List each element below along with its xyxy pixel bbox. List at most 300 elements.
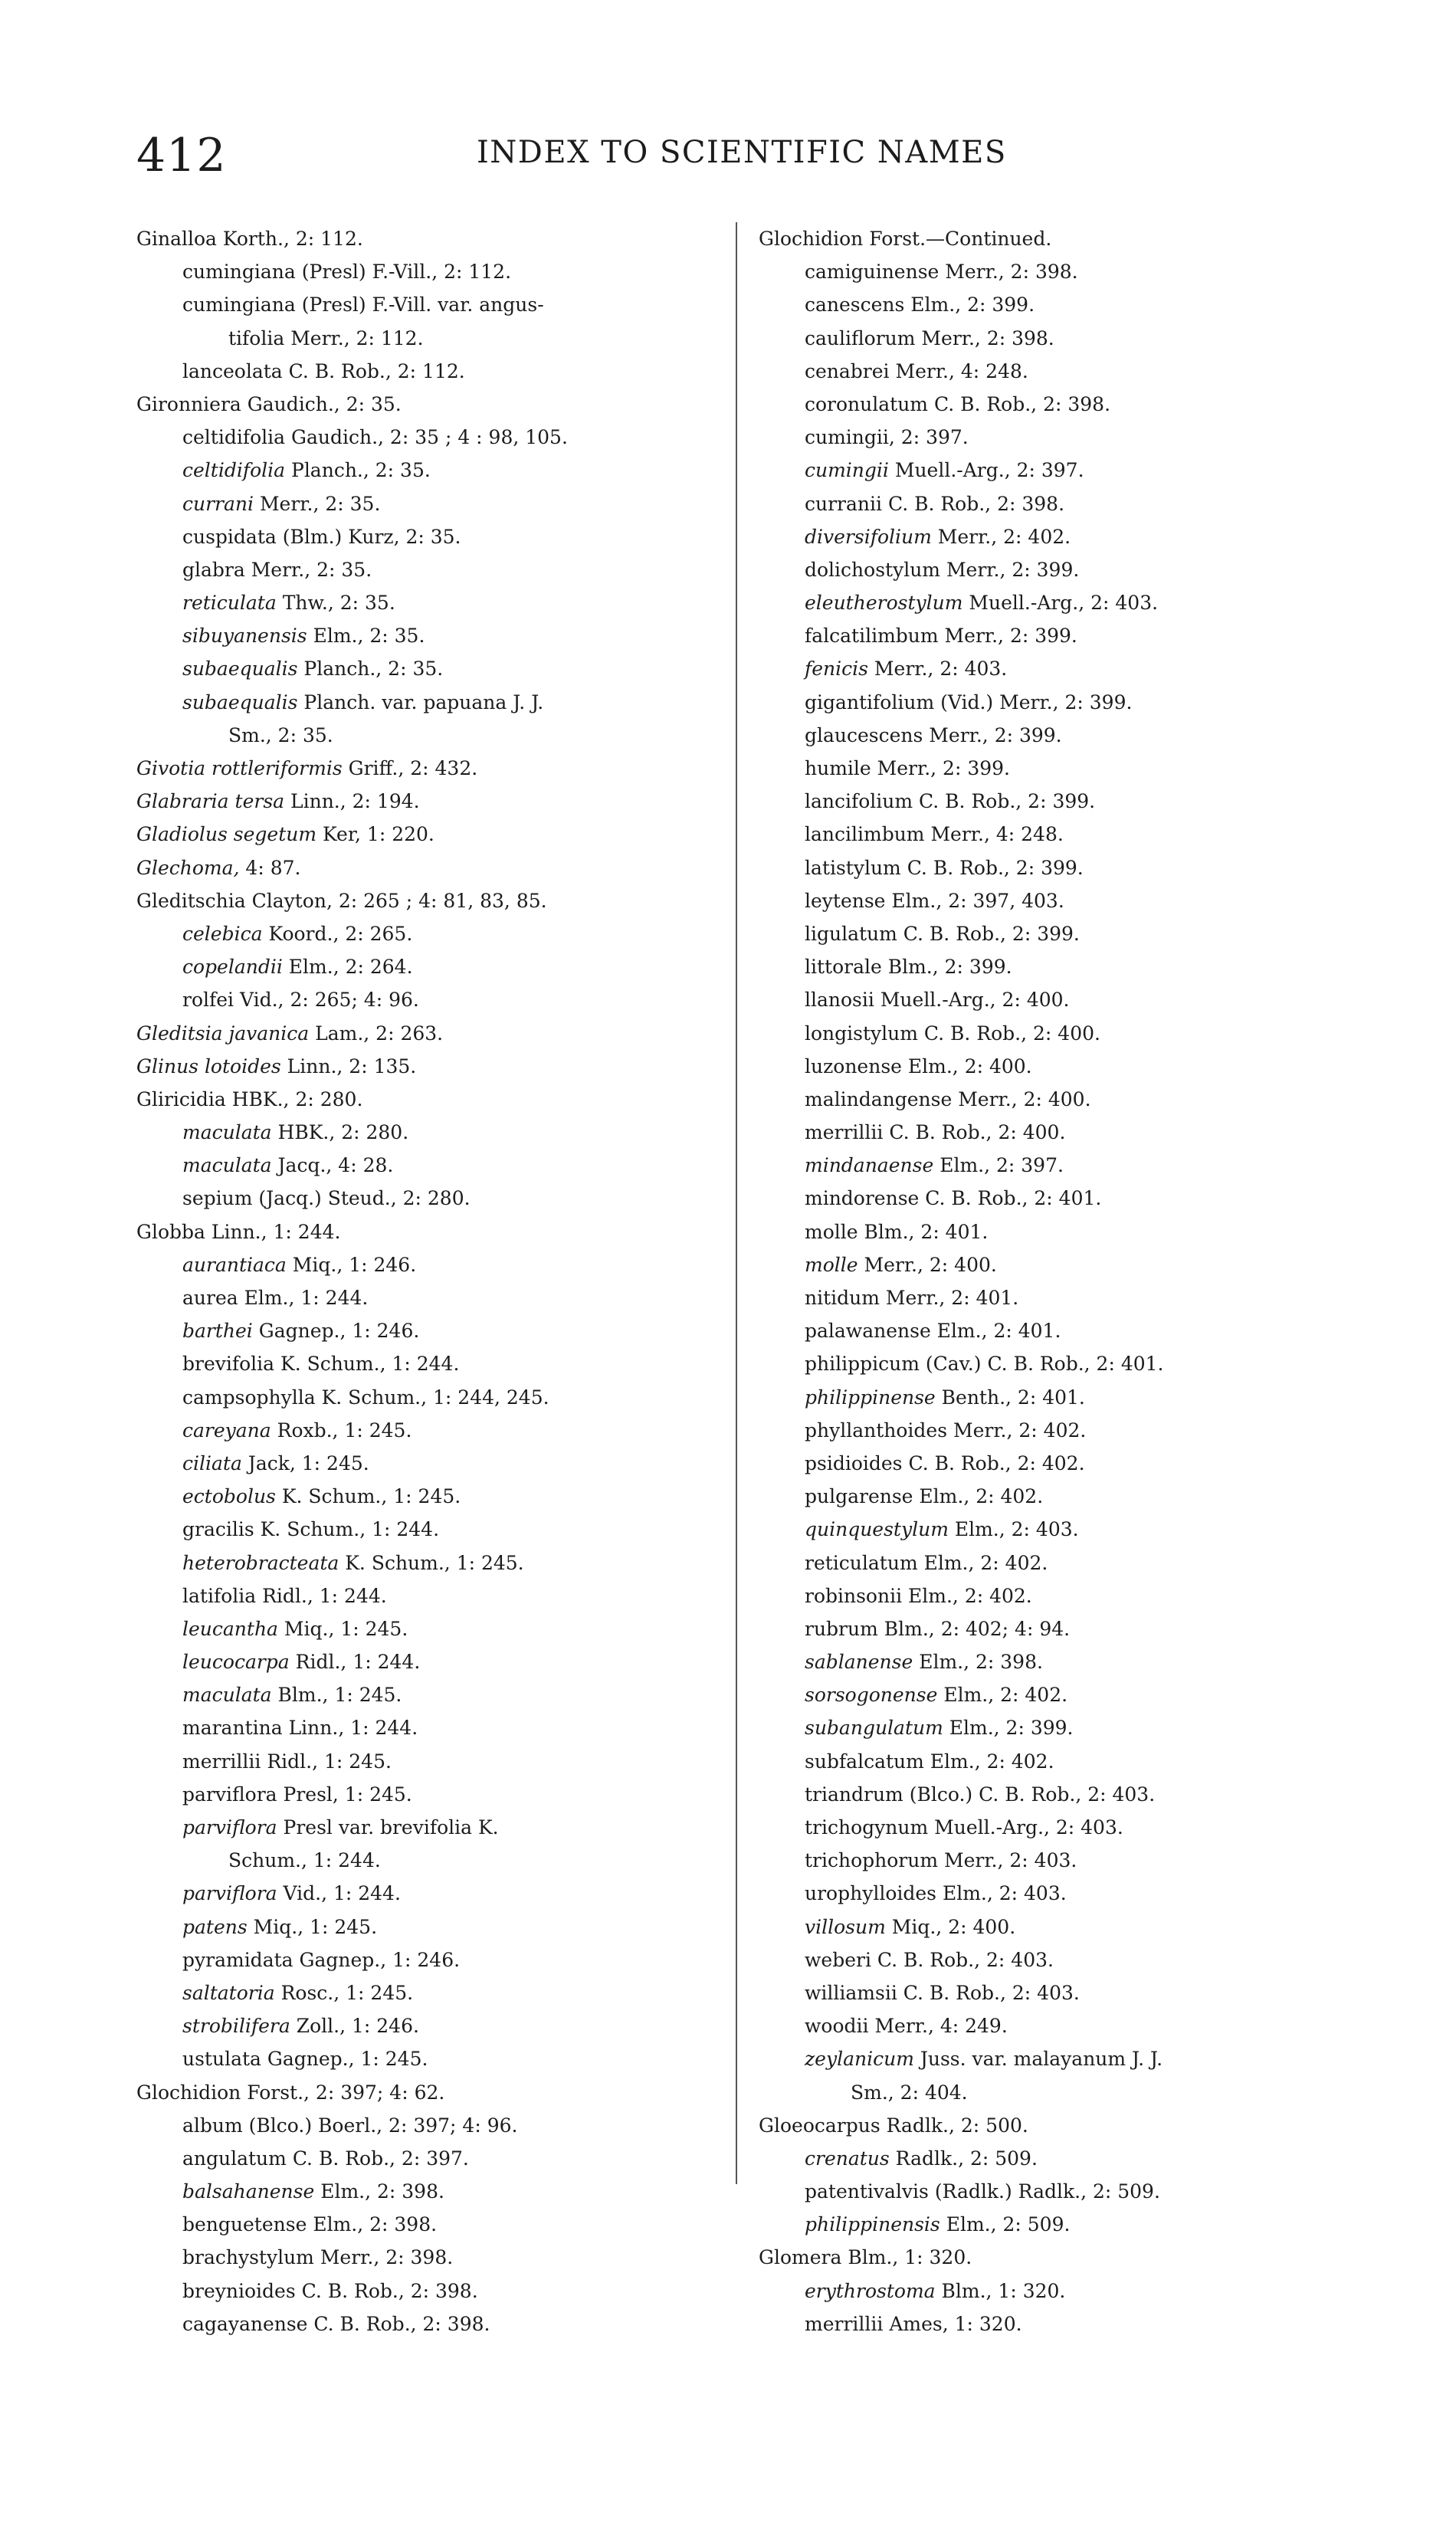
taxon-name: Glochidion — [136, 2081, 241, 2104]
taxon-name: diversifolium — [805, 525, 932, 548]
taxon-name: Givotia rottleriformis — [136, 757, 343, 779]
index-entry-species — [759, 1447, 1372, 1480]
taxon-name: cagayanense — [182, 2312, 308, 2335]
index-entry-species — [136, 1612, 734, 1645]
index-entry-species — [136, 1116, 734, 1149]
taxon-name: brevifolia — [182, 1353, 275, 1376]
citation: Elm., 2: 399. — [904, 294, 1035, 317]
citation: Muell.-Arg., 2: 400. — [874, 989, 1070, 1012]
citation: Presl var. brevifolia K. — [277, 1816, 499, 1839]
citation: Merr., 4: 248. — [924, 823, 1064, 846]
index-entry-species — [759, 851, 1372, 884]
taxon-name: ectobolus — [182, 1485, 276, 1508]
index-entry-species — [136, 1414, 734, 1447]
taxon-name: copelandii — [182, 956, 283, 979]
index-entry-species — [759, 884, 1372, 917]
taxon-name: cumingiana — [182, 294, 296, 317]
taxon-name: cumingii, — [805, 426, 895, 449]
citation: Elm., 2: 35. — [307, 625, 425, 648]
index-entry-species — [759, 983, 1372, 1016]
citation: Merr., 2: 399. — [938, 625, 1077, 648]
citation: (Jacq.) Steud., 2: 280. — [252, 1187, 471, 1210]
citation: Blm., 1: 320. — [841, 2246, 972, 2269]
taxon-name: merrillii — [182, 1750, 261, 1773]
citation: (Blm.) Kurz, 2: 35. — [276, 525, 461, 548]
taxon-name: dolichostylum — [805, 558, 941, 581]
index-entry-species — [136, 586, 734, 619]
citation: C. B. Rob., 2: 400. — [917, 1022, 1100, 1045]
citation: Forst.—Continued. — [863, 228, 1052, 250]
taxon-name: ustulata — [182, 2048, 261, 2071]
index-entry-species — [759, 2009, 1372, 2042]
taxon-name: philippinensis — [805, 2213, 940, 2236]
taxon-name: curranii — [805, 492, 883, 515]
citation: K. Schum., 1: 244. — [254, 1518, 440, 1541]
citation: Muell.-Arg., 2: 403. — [928, 1816, 1123, 1839]
index-entry-species — [759, 1678, 1372, 1711]
citation: 2: 397. — [894, 426, 969, 449]
citation: Koord., 2: 265. — [262, 922, 413, 945]
citation: Merr., 2: 35. — [254, 492, 381, 515]
index-entry-species — [759, 1050, 1372, 1083]
index-entry-species — [136, 2009, 734, 2042]
citation: K. Schum., 1: 245. — [275, 1485, 461, 1508]
taxon-name: reticulata — [182, 592, 277, 615]
taxon-name: patens — [182, 1915, 248, 1938]
taxon-name: pyramidata — [182, 1948, 293, 1971]
index-entry-species — [136, 1314, 734, 1347]
index-entry-species — [759, 1513, 1372, 1546]
index-entry-species — [759, 1017, 1372, 1050]
citation: (Vid.) Merr., 2: 399. — [934, 690, 1133, 713]
taxon-name: robinsonii — [805, 1584, 903, 1607]
index-entry-species — [759, 1911, 1372, 1943]
taxon-name: parviflora — [182, 1783, 277, 1806]
index-entry-species — [759, 2175, 1372, 2208]
taxon-name: lanceolata — [182, 359, 283, 382]
taxon-name: currani — [182, 492, 254, 515]
index-entry-species — [136, 288, 734, 321]
taxon-name: merrillii — [805, 2312, 884, 2335]
taxon-name: cumingiana — [182, 261, 296, 284]
citation: Elm., 2: 398. — [913, 1651, 1043, 1674]
taxon-name: cenabrei — [805, 359, 890, 382]
citation: Ames, 1: 320. — [883, 2312, 1022, 2335]
citation: Ridl., 1: 245. — [261, 1750, 392, 1773]
taxon-name: subangulatum — [805, 1717, 943, 1740]
citation: Ridl., 1: 244. — [289, 1651, 421, 1674]
index-entry-species — [136, 1778, 734, 1811]
citation: Miq., 1: 245. — [277, 1617, 408, 1640]
citation: Muell.-Arg., 2: 397. — [888, 459, 1084, 482]
citation: Merr., 2: 398. — [915, 326, 1054, 349]
taxon-name: careyana — [182, 1419, 271, 1442]
index-entry-species — [759, 1778, 1372, 1811]
index-entry-species — [759, 388, 1372, 421]
index-entry-species — [136, 2208, 734, 2241]
index-entry-species — [136, 421, 734, 454]
index-entry-species — [136, 1911, 734, 1943]
taxon-name: subaequalis — [182, 690, 298, 713]
taxon-name: maculata — [182, 1684, 272, 1707]
taxon-name: urophylloides — [805, 1882, 936, 1905]
index-entry-genus — [136, 884, 734, 917]
taxon-name: mindanaense — [805, 1154, 934, 1177]
index-entry-species — [136, 487, 734, 520]
citation: Radlk., 2: 509. — [889, 2147, 1038, 2170]
taxon-name: celebica — [182, 922, 263, 945]
index-entry-species — [136, 1347, 734, 1380]
taxon-name: celtidifolia — [182, 459, 286, 482]
taxon-name: sorsogonense — [805, 1684, 938, 1707]
page-number: 412 — [136, 129, 227, 182]
citation: Sm., 2: 404. — [851, 2081, 968, 2104]
index-entry-species — [759, 1976, 1372, 2009]
taxon-name: triandrum — [805, 1783, 903, 1806]
taxon-name: camiguinense — [805, 261, 940, 284]
citation: Forst., 2: 397; 4: 62. — [241, 2081, 445, 2104]
index-entry-species — [136, 355, 734, 388]
index-entry-species — [759, 1711, 1372, 1744]
citation: Miq., 1: 246. — [286, 1253, 417, 1276]
index-entry-genus — [136, 818, 734, 851]
index-entry-species — [136, 950, 734, 983]
index-entry-species — [759, 719, 1372, 752]
citation: Schum., 1: 244. — [228, 1849, 381, 1872]
index-entry-species — [759, 1745, 1372, 1778]
index-entry-species — [136, 2241, 734, 2274]
citation: Planch., 2: 35. — [285, 459, 431, 482]
index-entry-genus — [136, 1083, 734, 1116]
citation: Merr., 2: 401. — [879, 1287, 1019, 1309]
index-entry-species — [136, 520, 734, 553]
citation: C. B. Rob., 2: 403. — [871, 1948, 1054, 1971]
taxon-name: erythrostoma — [805, 2279, 936, 2302]
taxon-name: glabra — [182, 558, 245, 581]
citation: Vid., 2: 265; 4: 96. — [234, 989, 419, 1012]
citation: (Radlk.) Radlk., 2: 509. — [928, 2180, 1160, 2203]
citation: (Presl) F.-Vill. var. angus- — [295, 294, 544, 317]
citation: Benth., 2: 401. — [935, 1386, 1085, 1409]
index-entry-species — [136, 686, 734, 719]
index-entry-species — [136, 1943, 734, 1976]
index-entry-species — [136, 619, 734, 652]
citation: Elm., 2: 264. — [282, 956, 413, 979]
index-entry-species — [759, 322, 1372, 355]
citation: Linn., 2: 135. — [280, 1055, 417, 1078]
index-entry-species — [136, 1182, 734, 1215]
index-entry-species — [759, 1215, 1372, 1248]
citation: Merr., 2: 403. — [938, 1849, 1077, 1872]
citation: C. B. Rob., 2: 399. — [897, 922, 1080, 945]
citation: Vid., 1: 244. — [277, 1882, 401, 1905]
index-entry-species — [136, 1381, 734, 1414]
taxon-name: balsahanense — [182, 2180, 315, 2203]
index-entry-genus — [136, 2076, 734, 2109]
taxon-name: leucocarpa — [182, 1651, 290, 1674]
index-entry-species — [136, 2042, 734, 2075]
index-entry-species — [759, 520, 1372, 553]
citation: Planch., 2: 35. — [297, 658, 444, 681]
index-entry-species — [759, 487, 1372, 520]
citation: (Blco.) C. B. Rob., 2: 403. — [903, 1783, 1156, 1806]
left-column — [136, 222, 734, 2340]
taxon-name: patentivalvis — [805, 2180, 929, 2203]
citation: Elm., 2: 397. — [933, 1154, 1064, 1177]
index-entry-species — [136, 2142, 734, 2175]
citation: K. Schum., 1: 244, 245. — [315, 1386, 549, 1409]
index-entry-species — [136, 1513, 734, 1546]
taxon-name: subaequalis — [182, 658, 298, 681]
taxon-name: lancilimbum — [805, 823, 925, 846]
page-title: INDEX TO SCIENTIFIC NAMES — [477, 135, 1007, 170]
citation: C. B. Rob., 2: 402. — [902, 1451, 1085, 1474]
taxon-name: subfalcatum — [805, 1750, 924, 1773]
citation: Elm., 2: 398. — [307, 2213, 438, 2236]
taxon-name: barthei — [182, 1320, 253, 1343]
index-entry-species — [136, 1645, 734, 1678]
taxon-name: sibuyanensis — [182, 625, 307, 648]
index-entry-species — [759, 1612, 1372, 1645]
citation: Korth., 2: 112. — [216, 228, 363, 250]
taxon-name: celtidifolia — [182, 426, 286, 449]
taxon-name: benguetense — [182, 2213, 307, 2236]
citation: Griff., 2: 432. — [342, 757, 478, 779]
taxon-name: longistylum — [805, 1022, 918, 1045]
taxon-name: trichophorum — [805, 1849, 939, 1872]
index-entry-species — [136, 1811, 734, 1844]
taxon-name: heterobracteata — [182, 1551, 339, 1574]
citation: HBK., 2: 280. — [225, 1087, 363, 1110]
index-entry-species — [136, 652, 734, 685]
taxon-name: woodii — [805, 2015, 869, 2038]
taxon-name: weberi — [805, 1948, 871, 1971]
taxon-name: humile — [805, 757, 871, 779]
citation: Ridl., 1: 244. — [256, 1584, 387, 1607]
taxon-name: Gleditsia javanica — [136, 1022, 310, 1045]
index-entry-species — [136, 1976, 734, 2009]
taxon-name: Glechoma, — [136, 856, 240, 879]
taxon-name: tifolia — [228, 326, 285, 349]
index-entry-species — [759, 2042, 1372, 2075]
citation: C. B. Rob., 2: 400. — [883, 1121, 1066, 1144]
citation: (Cav.) C. B. Rob., 2: 401. — [919, 1353, 1164, 1376]
taxon-name: parviflora — [182, 1816, 277, 1839]
index-entry-species — [136, 1149, 734, 1182]
citation: C. B. Rob., 2: 403. — [897, 1981, 1080, 2004]
taxon-name: villosum — [805, 1915, 886, 1938]
citation: Merr., 2: 402. — [947, 1419, 1087, 1442]
index-entry-genus — [759, 2241, 1372, 2274]
taxon-name: pulgarense — [805, 1485, 913, 1508]
taxon-name: cauliflorum — [805, 326, 916, 349]
index-entry-species — [759, 1182, 1372, 1215]
index-entry-genus — [136, 785, 734, 818]
taxon-name: fenicis — [805, 658, 868, 681]
index-entry-species — [759, 619, 1372, 652]
index-entry-species — [759, 1381, 1372, 1414]
taxon-name: leytense — [805, 889, 886, 912]
citation: C. B. Rob., 2: 398. — [307, 2312, 490, 2335]
taxon-name: marantina — [182, 1717, 283, 1740]
citation: Gaudich., 2: 35 ; 4 : 98, 105. — [285, 426, 568, 449]
taxon-name: mindorense — [805, 1187, 920, 1210]
index-entry-species — [759, 917, 1372, 950]
index-entry-continuation — [136, 1844, 734, 1877]
index-entry-species — [136, 917, 734, 950]
index-entry-species — [136, 2275, 734, 2308]
index-entry-species — [759, 2142, 1372, 2175]
citation: Merr., 4: 249. — [868, 2015, 1008, 2038]
taxon-name: glaucescens — [805, 723, 923, 746]
index-entry-species — [759, 818, 1372, 851]
taxon-name: latifolia — [182, 1584, 257, 1607]
index-entry-species — [136, 1745, 734, 1778]
taxon-name: psidioides — [805, 1451, 903, 1474]
index-entry-species — [759, 1579, 1372, 1612]
index-entry-species — [136, 1447, 734, 1480]
taxon-name: Gliricidia — [136, 1087, 226, 1110]
taxon-name: rubrum — [805, 1617, 878, 1640]
index-entry-species — [759, 1281, 1372, 1314]
citation: Elm., 2: 402. — [937, 1684, 1068, 1707]
index-entry-species — [759, 1116, 1372, 1149]
citation: Elm., 2: 397, 403. — [885, 889, 1064, 912]
index-entry-species — [759, 586, 1372, 619]
taxon-name: aurea — [182, 1287, 238, 1309]
citation: C. B. Rob., 2: 399. — [913, 790, 1096, 813]
citation: Elm., 2: 402. — [913, 1485, 1044, 1508]
index-entry-species — [759, 1943, 1372, 1976]
citation: 4: 87. — [239, 856, 301, 879]
citation: Planch. var. papuana J. J. — [297, 690, 544, 713]
taxon-name: quinquestylum — [805, 1518, 949, 1541]
citation: Gagnep., 1: 246. — [252, 1320, 420, 1343]
citation: Merr., 4: 248. — [889, 359, 1028, 382]
citation: Elm., 2: 400. — [901, 1055, 1032, 1078]
taxon-name: nitidum — [805, 1287, 880, 1309]
citation: Blm., 2: 399. — [881, 956, 1012, 979]
index-entry-species — [759, 454, 1372, 487]
taxon-name: Glinus lotoides — [136, 1055, 281, 1078]
index-entry-species — [759, 1314, 1372, 1347]
citation: C. B. Rob., 2: 112. — [282, 359, 465, 382]
index-entry-genus — [759, 2109, 1372, 2142]
index-entry-species — [759, 553, 1372, 586]
citation: Merr., 2: 400. — [952, 1087, 1091, 1110]
index-entry-continuation — [136, 719, 734, 752]
index-entry-species — [759, 686, 1372, 719]
taxon-name: merrillii — [805, 1121, 884, 1144]
taxon-name: aurantiaca — [182, 1253, 287, 1276]
index-entry-species — [759, 288, 1372, 321]
citation: Merr., 2: 398. — [939, 261, 1078, 284]
index-entry-species — [136, 2308, 734, 2340]
taxon-name: gigantifolium — [805, 690, 935, 713]
taxon-name: crenatus — [805, 2147, 890, 2170]
taxon-name: littorale — [805, 956, 882, 979]
citation: C. B. Rob., 2: 401. — [919, 1187, 1102, 1210]
taxon-name: molle — [805, 1220, 858, 1243]
index-entry-species — [136, 454, 734, 487]
taxon-name: album — [182, 2114, 243, 2137]
taxon-name: phyllanthoides — [805, 1419, 948, 1442]
citation: C. B. Rob., 2: 399. — [900, 856, 1084, 879]
citation: Linn., 2: 194. — [284, 790, 420, 813]
index-entry-species — [759, 255, 1372, 288]
taxon-name: molle — [805, 1253, 858, 1276]
citation: Merr., 2: 35. — [244, 558, 372, 581]
taxon-name: Gloeocarpus — [759, 2114, 880, 2137]
taxon-name: maculata — [182, 1154, 272, 1177]
index-entry-species — [759, 2308, 1372, 2340]
index-entry-species — [136, 1248, 734, 1281]
citation: C. B. Rob., 2: 398. — [928, 392, 1111, 415]
citation: Jack, 1: 245. — [241, 1451, 369, 1474]
citation: Miq., 2: 400. — [885, 1915, 1016, 1938]
index-entry-species — [759, 1844, 1372, 1877]
index-entry-species — [759, 752, 1372, 785]
citation: Clayton, 2: 265 ; 4: 81, 83, 85. — [245, 889, 547, 912]
citation: C. B. Rob., 2: 397. — [286, 2147, 469, 2170]
taxon-name: Glabraria tersa — [136, 790, 285, 813]
taxon-name: palawanense — [805, 1320, 931, 1343]
citation: Merr., 2: 403. — [867, 658, 1008, 681]
citation: Elm., 2: 402. — [902, 1584, 1032, 1607]
citation: Rosc., 1: 245. — [274, 1981, 414, 2004]
taxon-name: Glomera — [759, 2246, 842, 2269]
taxon-name: trichogynum — [805, 1816, 929, 1839]
index-entry-species — [136, 2109, 734, 2142]
citation: C. B. Rob., 2: 398. — [882, 492, 1065, 515]
index-entry-species — [136, 1579, 734, 1612]
citation: Elm., 2: 398. — [314, 2180, 444, 2203]
citation: Miq., 1: 245. — [247, 1915, 378, 1938]
index-entry-species — [759, 1149, 1372, 1182]
index-entry-species — [136, 1678, 734, 1711]
citation: K. Schum., 1: 245. — [339, 1551, 524, 1574]
citation: Merr., 2: 398. — [313, 2246, 454, 2269]
taxon-name: rolfei — [182, 989, 234, 1012]
index-entry-species — [759, 950, 1372, 983]
index-entry-species — [759, 1811, 1372, 1844]
index-entry-genus — [759, 222, 1372, 255]
index-entry-species — [136, 1281, 734, 1314]
taxon-name: canescens — [805, 294, 905, 317]
taxon-name: maculata — [182, 1121, 272, 1144]
citation: Merr., 2: 399. — [940, 558, 1080, 581]
taxon-name: ligulatum — [805, 922, 897, 945]
taxon-name: Gladiolus segetum — [136, 823, 317, 846]
citation: Gagnep., 1: 246. — [293, 1948, 461, 1971]
taxon-name: sepium — [182, 1187, 253, 1210]
index-entry-genus — [136, 388, 734, 421]
citation: Elm., 2: 403. — [948, 1518, 1079, 1541]
citation: Juss. var. malayanum J. J. — [913, 2048, 1163, 2071]
index-entry-species — [136, 2175, 734, 2208]
citation: Blm., 1: 320. — [935, 2279, 1066, 2302]
taxon-name: cuspidata — [182, 525, 277, 548]
taxon-name: brachystylum — [182, 2246, 314, 2269]
citation: Muell.-Arg., 2: 403. — [962, 592, 1159, 615]
index-entry-continuation — [759, 2076, 1372, 2109]
citation: Jacq., 4: 28. — [271, 1154, 394, 1177]
taxon-name: gracilis — [182, 1518, 254, 1541]
index-entry-species — [759, 421, 1372, 454]
taxon-name: falcatilimbum — [805, 625, 939, 648]
taxon-name: philippinense — [805, 1386, 936, 1409]
taxon-name: zeylanicum — [805, 2048, 914, 2071]
